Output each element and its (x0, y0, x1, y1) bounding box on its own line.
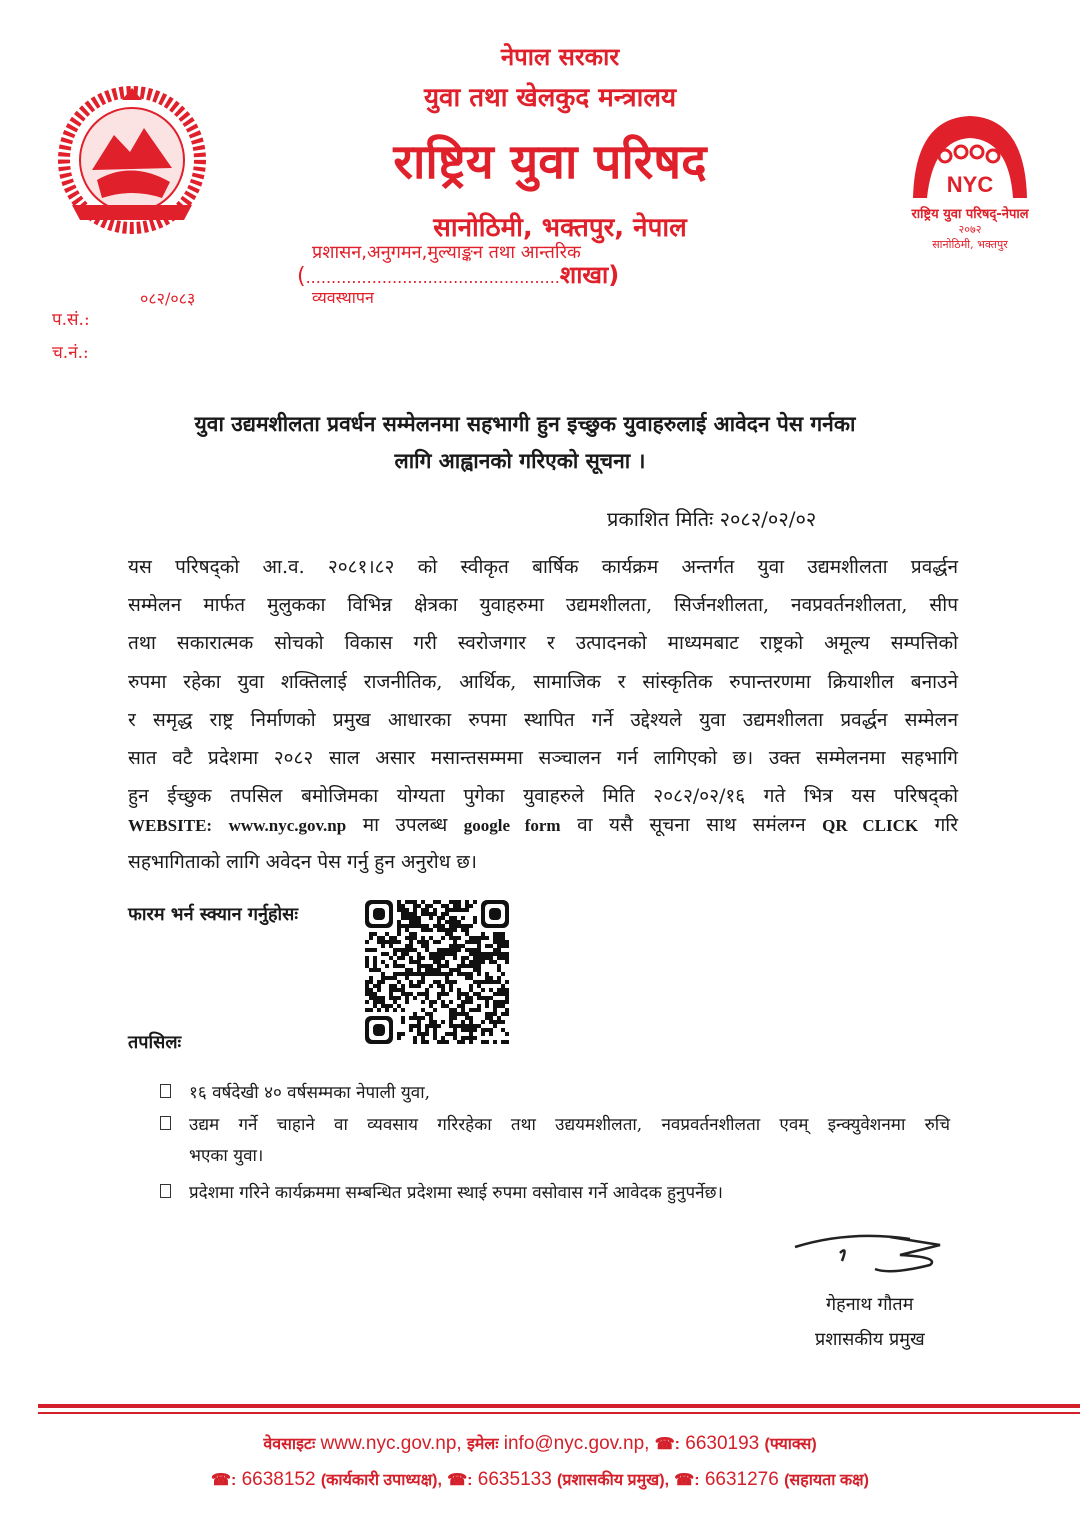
branch-line1: प्रशासन,अनुगमन,मुल्याङ्कन तथा आन्तरिक (312, 242, 581, 263)
footer-note: (फ्याक्स) (764, 1436, 817, 1453)
list-item-text: १६ वर्षदेखी ४० वर्षसम्मका नेपाली युवा, (189, 1083, 431, 1103)
footer-note: (कार्यकारी उपाध्यक्ष), (320, 1472, 442, 1489)
footer-contact (655, 1433, 817, 1454)
footer-label: ☎: (674, 1472, 700, 1489)
header-ministry: युवा तथा खेलकुद मन्त्रालय (423, 83, 677, 113)
footer-divider (38, 1404, 1080, 1408)
website-label: WEBSITE: (128, 816, 213, 835)
list-item-text: प्रदेशमा गरिने कार्यक्रममा सम्बन्धित प्रदेशमा स्थाई रुपमा वसोवास गर्ने आवेदक हुनुपर्नेछ। (189, 1183, 723, 1203)
checkbox-icon (160, 1084, 171, 1098)
body-line-website (128, 813, 958, 838)
body-line: रुपमा रहेका युवा शक्तिलाई राजनीतिक, आर्थिक, सामाजिक र सांस्कृतिक रुपान्तरणमा क्रियाशील बनाउने (128, 670, 958, 693)
list-item (160, 1080, 430, 1103)
footer-line2 (0, 1468, 1080, 1491)
nyc-logo-year: २०७२ (958, 223, 982, 236)
website-link[interactable]: www.nyc.gov.np (228, 816, 347, 835)
checkbox-icon (160, 1184, 171, 1198)
details-label: तपसिलः (128, 1032, 182, 1053)
list-item-text: उद्यम गर्ने चाहाने वा व्यवसाय गरिरहेका तथा उद्ययमशीलता, नवप्रवर्तनशीलता एवम् इन्क्युवेशनमा रुचि (189, 1115, 950, 1135)
list-item (160, 1180, 723, 1203)
footer-value[interactable]: www.nyc.gov.np, (320, 1433, 462, 1454)
qr-code[interactable] (365, 900, 509, 1048)
footer-contact (467, 1433, 655, 1454)
header-government: नेपाल सरकार (500, 43, 620, 71)
footer-divider (38, 1412, 1080, 1414)
qr-click-text: QR CLICK (822, 816, 919, 835)
notice-title-line2: लागि आह्वानको गरिएको सूचना । (394, 448, 646, 473)
footer-contact (674, 1469, 869, 1490)
body-text: वा यसै सूचना साथ समंलग्न (577, 814, 806, 836)
body-line: तथा सकारात्मक सोचको विकास गरी स्वरोजगार र उत्पादनको माध्यमबाट राष्ट्रको अमूल्य सम्पत्तिको (128, 632, 958, 655)
body-line: र समृद्ध राष्ट्र निर्माणको प्रमुख आधारका रुपमा स्थापित गर्ने उद्देश्यले युवा उद्यमशीलता प्रवर्द्धन सम्मेलन (128, 708, 958, 731)
footer-label: ☎: (211, 1472, 237, 1489)
ref-number: ०८२/०८३ (140, 289, 196, 308)
nyc-logo-text: NYC (946, 172, 994, 197)
footer-value[interactable]: 6630193 (685, 1433, 760, 1454)
footer-line1 (0, 1432, 1080, 1455)
header-address: सानोठिमी, भक्तपुर, नेपाल (433, 213, 687, 243)
body-text: गरि (934, 814, 958, 836)
signatory-name: गेहनाथ गौतम (826, 1294, 914, 1315)
body-line: सम्मेलन मार्फत मुलुकका विभिन्न क्षेत्रका युवाहरुमा उद्यमशीलता, सिर्जनशीलता, नवप्रवर्तनशीलता, सीप (128, 594, 958, 617)
branch-close: शाखा) (559, 261, 620, 289)
footer-label: ☎: (447, 1472, 473, 1489)
footer-label: ☎: (654, 1436, 680, 1453)
footer-contact (211, 1469, 447, 1490)
footer-contact (447, 1469, 674, 1490)
header-council: राष्ट्रिय युवा परिषद (393, 134, 707, 190)
body-line: हुन ईच्छुक तपसिल बमोजिमका योग्यता पुगेका युवाहरुले मिति २०८२/०२/१६ गते भित्र यस परिषद्को (128, 785, 958, 808)
dispatch-label: च.नं.: (52, 343, 89, 363)
footer-note: (प्रशासकीय प्रमुख), (557, 1472, 670, 1489)
footer-label: इमेलः (466, 1436, 499, 1453)
notice-title-line1: युवा उद्यमशीलता प्रवर्धन सम्मेलनमा सहभागी हुन इच्छुक युवाहरुलाई आवेदन पेस गर्नका (194, 411, 856, 436)
list-item (160, 1112, 950, 1135)
scan-label: फारम भर्न स्क्यान गर्नुहोसः (128, 904, 298, 925)
signature-image (790, 1225, 960, 1284)
branch-dots: .................................................. (305, 268, 560, 287)
published-date: प्रकाशित मितिः २०८२/०२/०२ (607, 507, 817, 531)
nyc-logo-place: सानोठिमी, भक्तपुर (932, 238, 1008, 251)
body-text: मा उपलब्ध (362, 814, 448, 836)
body-line-last: सहभागिताको लागि अवेदन पेस गर्नु हुन अनुरोध छ। (128, 851, 477, 873)
footer-value[interactable]: info@nyc.gov.np, (503, 1433, 650, 1454)
body-line: यस परिषद्को आ.व. २०८१।८२ को स्वीकृत बार्षिक कार्यक्रम अन्तर्गत युवा उद्यमशीलता प्रवर्द्धन (128, 556, 958, 578)
ref-label: प.सं.: (52, 310, 90, 330)
footer-value[interactable]: 6638152 (241, 1469, 316, 1490)
footer-label: वेवसाइटः (263, 1436, 316, 1453)
branch-open: ( (297, 264, 306, 289)
checkbox-icon (160, 1116, 171, 1130)
google-form-link[interactable]: google form (463, 816, 561, 835)
nyc-logo-caption: राष्ट्रिय युवा परिषद्-नेपाल (911, 207, 1029, 222)
footer-contact (263, 1433, 467, 1454)
branch-line2: व्यवस्थापन (312, 288, 374, 307)
list-item-continuation: भएका युवा। (189, 1146, 264, 1166)
signatory-title: प्रशासकीय प्रमुख (815, 1329, 925, 1350)
footer-value[interactable]: 6635133 (477, 1469, 552, 1490)
body-line: सात वटै प्रदेशमा २०८२ साल असार मसान्तसम्ममा सञ्चालन गर्न लागिएको छ। उक्त सम्मेलनमा सहभागि (128, 747, 958, 769)
footer-note: (सहायता कक्ष) (784, 1472, 869, 1489)
footer-value[interactable]: 6631276 (704, 1469, 779, 1490)
